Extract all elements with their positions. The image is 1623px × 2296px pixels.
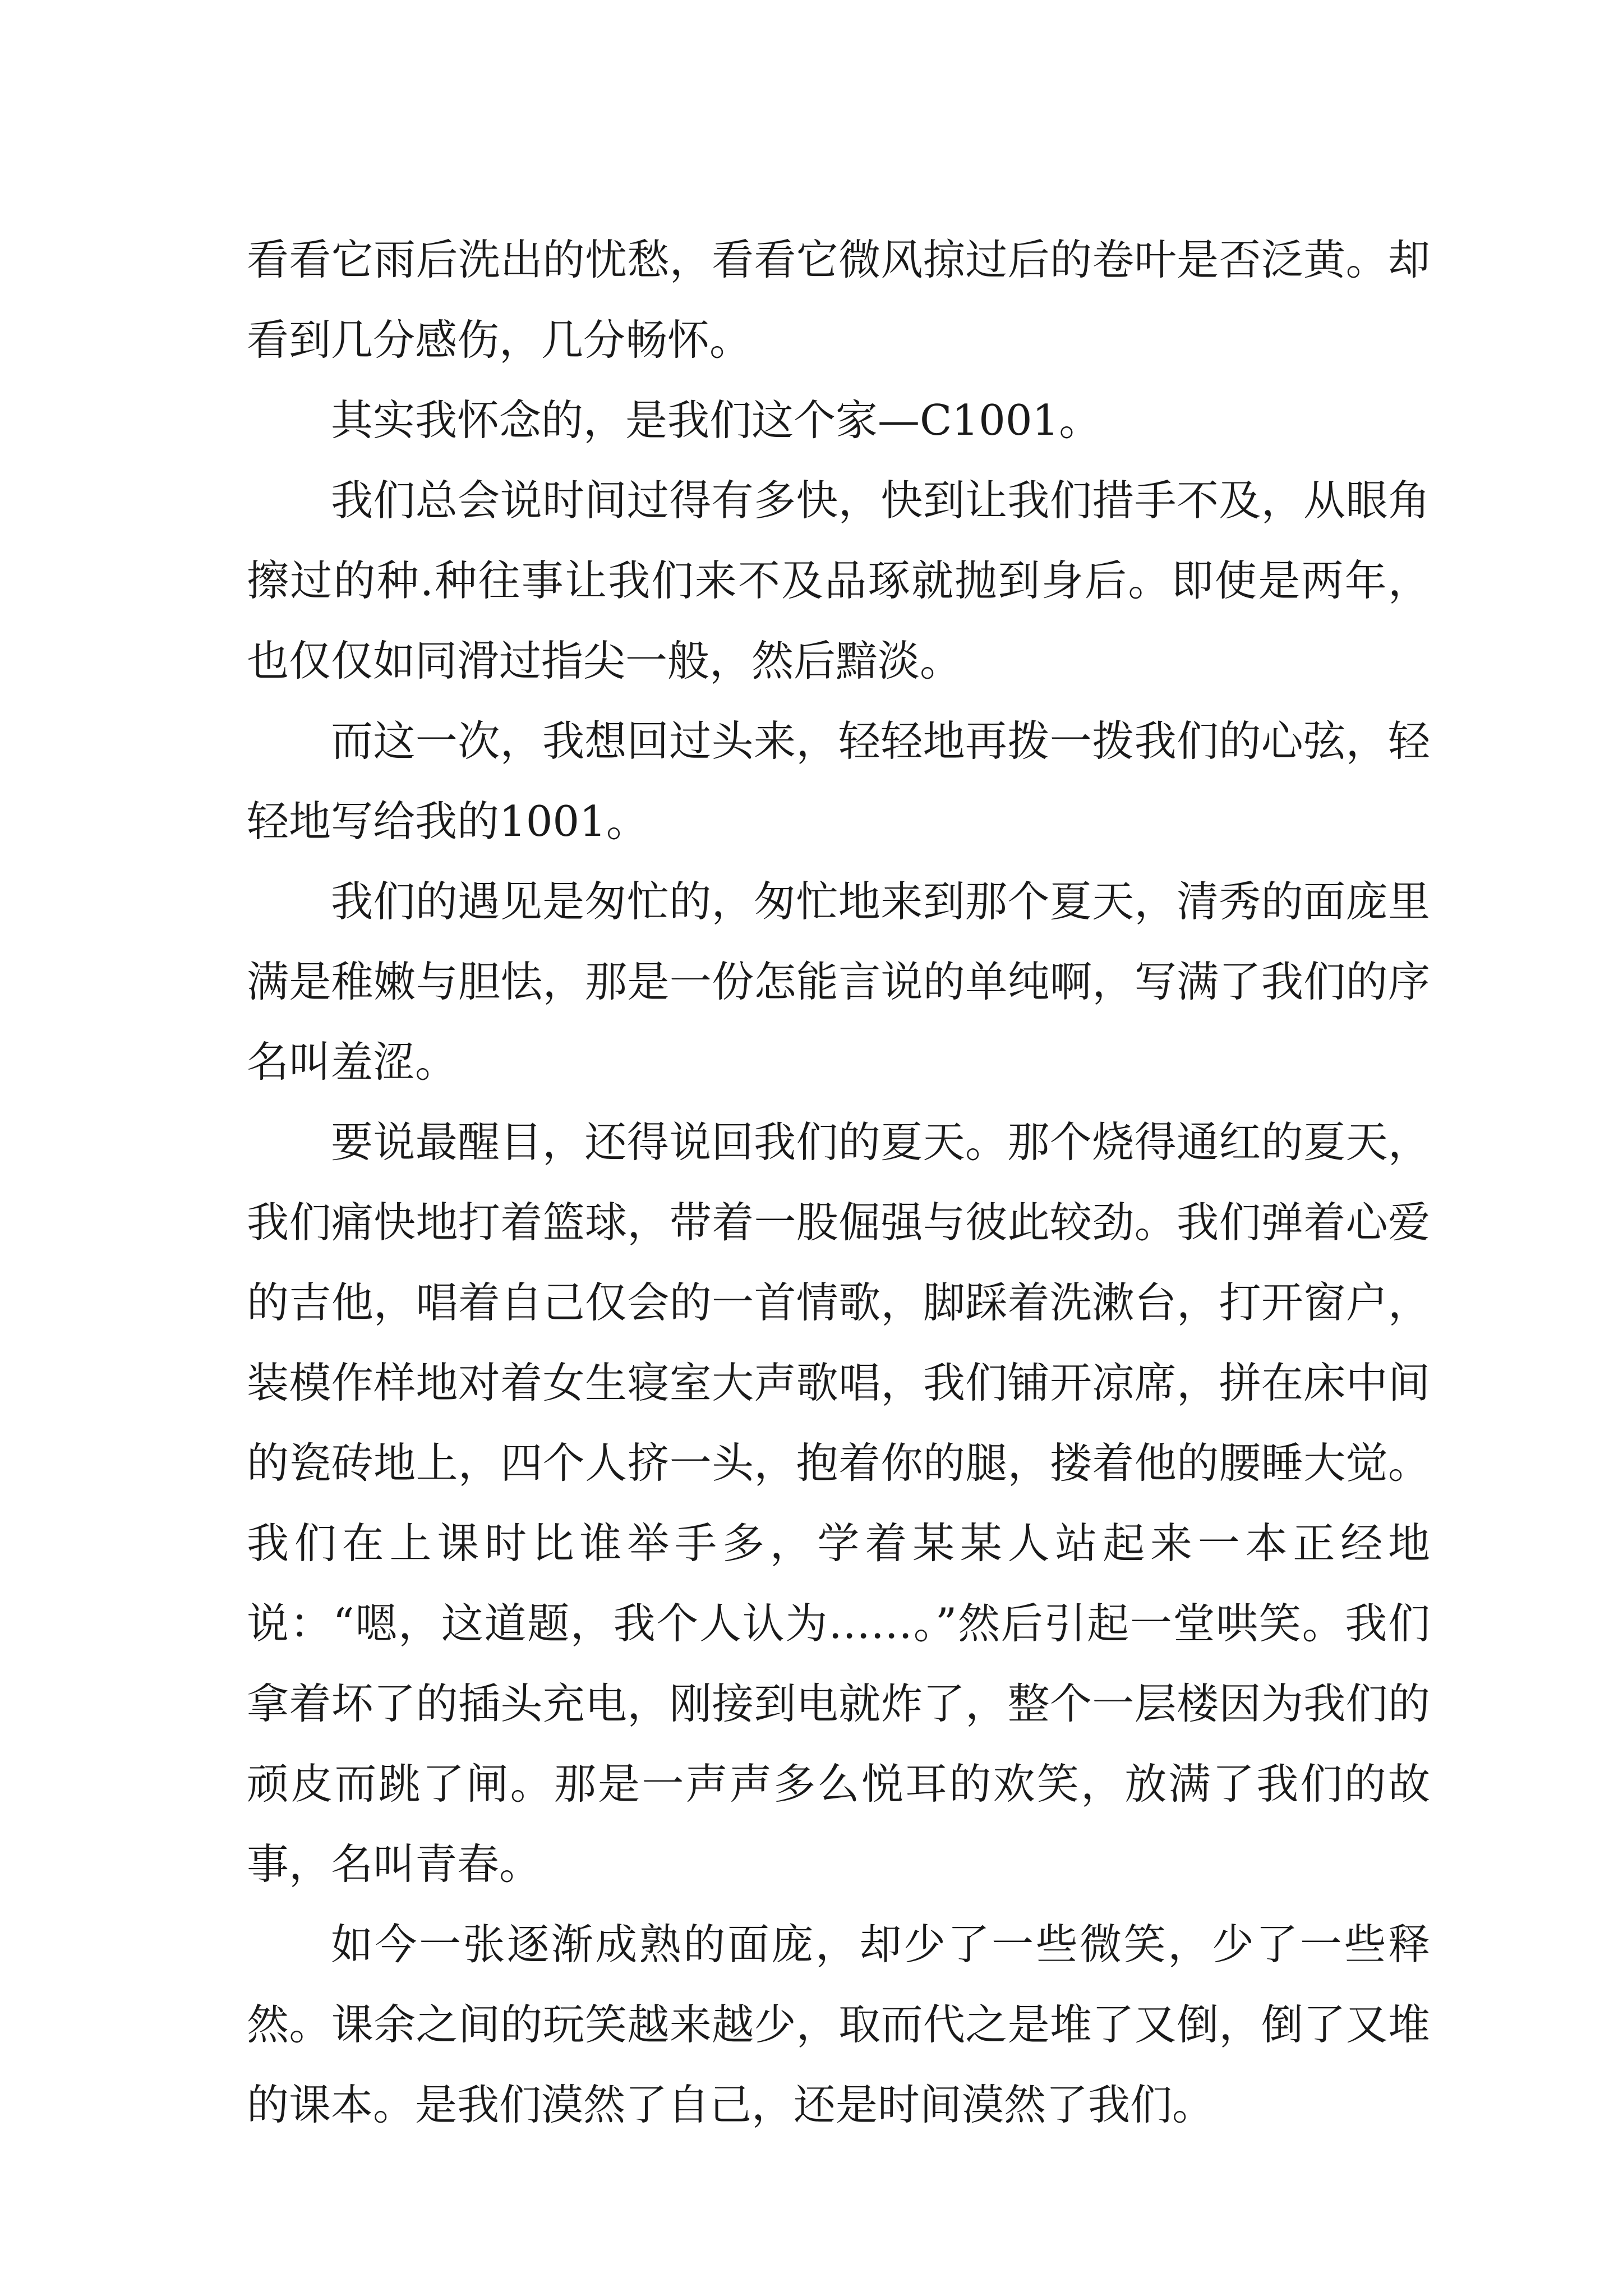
paragraph-2: 其实我怀念的，是我们这个家—C1001。 — [331, 395, 1101, 445]
paragraph-6: 要说最醒目，还得说回我们的夏天。那个烧得通红的夏天，我们痛快地打着篮球，带着一股倔强与彼此较劲。我们弹着心爱的吉他，唱着自己仅会的一首情歌，脚踩着洗漱台，打开窗户，装模作样地对着女生寝室大声歌唱，我们铺开凉席，拼在床中间的瓷砖地上，四个人挤一头，抱着你的腿，搂着他的腰睡大觉。我们在上课时比谁举手多，学着某某人站起来一本正经地说：“嗯，这道题，我个人认为……。”然后引起一堂哄笑。我们拿着坏了的插头充电，刚接到电就炸了，整个一层楼因为我们的顽皮而跳了闸。那是一声声多么悦耳的欢笑，放满了我们的故事，名叫青春。 — [247, 1117, 1430, 1889]
paragraph-3: 我们总会说时间过得有多快，快到让我们措手不及，从眼角擦过的种.种往事让我们来不及品琢就抛到身后。即使是两年，也仅仅如同滑过指尖一般，然后黯淡。 — [247, 476, 1430, 685]
paragraph-7: 如今一张逐渐成熟的面庞，却少了一些微笑，少了一些释然。课余之间的玩笑越来越少，取而代之是堆了又倒，倒了又堆的课本。是我们漠然了自己，还是时间漠然了我们。 — [247, 1920, 1430, 2129]
document-body — [247, 220, 1430, 2145]
paragraph-5: 我们的遇见是匆忙的，匆忙地来到那个夏天，清秀的面庞里满是稚嫩与胆怯，那是一份怎能言说的单纯啊，写满了我们的序名叫羞涩。 — [247, 877, 1430, 1087]
paragraph-4: 而这一次，我想回过头来，轻轻地再拨一拨我们的心弦，轻轻地写给我的1001。 — [247, 716, 1430, 846]
paragraph-1: 看看它雨后洗出的忧愁，看看它微风掠过后的卷叶是否泛黄。却看到几分感伤，几分畅怀。 — [247, 235, 1430, 365]
